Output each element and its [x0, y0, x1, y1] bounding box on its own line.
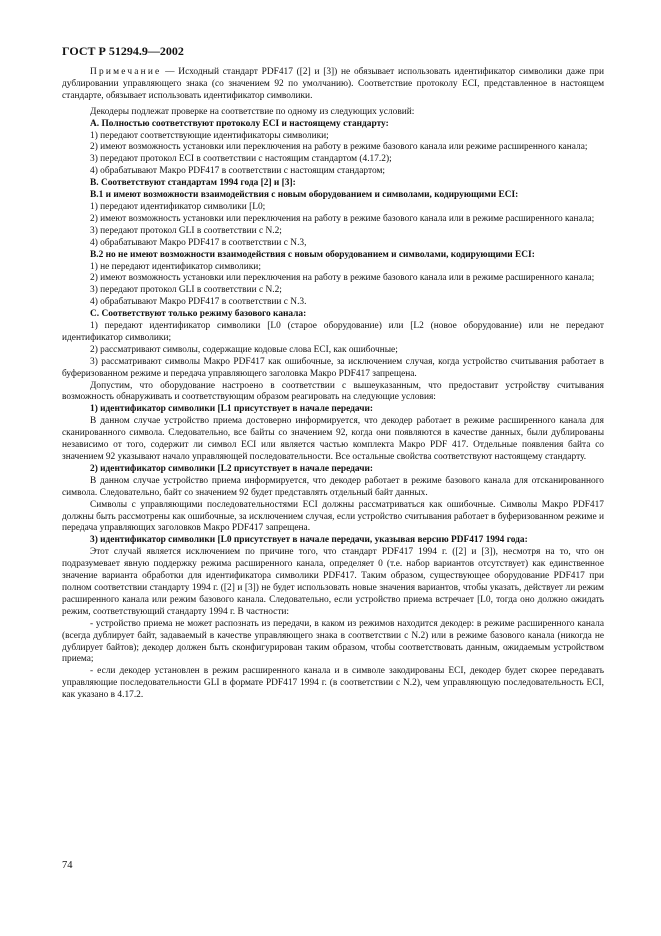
body-paragraph: В данном случае устройство приема информируется, что декодер работает в режиме базового канала для отсканированного символа. Следовательно, байт со значением 92 будет представлять отдельный байт данных.	[62, 475, 604, 498]
section-heading: В. Соответствуют стандартам 1994 года [2] и [3]:	[90, 178, 296, 189]
page-header-standard-id: ГОСТ Р 51294.9—2002	[62, 44, 184, 58]
body-paragraph: Этот случай является исключением по причине того, что стандарт PDF417 1994 г. ([2] и [3]), несмотря на то, что он подразумевает явную поддержку режима расширенного канала, определяет 0 (т.е. набор вариантов отсутствует) как единственное значение варианта обработки для идентификатора символики PDF417. Таким образом, существующее оборудование PDF417 при полном соответствии стандарту 1994 г. ([2] и [3]) не будет использовать новые значения вариантов, чтобы указать, действует ли режим расширенного канала или режим базового канала. Следовательно, если устройство приема встречает [L0, тогда оно должно ожидать режим, соответствующий стандарту 1994 г. В частности:	[62, 547, 604, 617]
body-paragraph: 4) обрабатывают Макро PDF417 в соответствии с N.3,	[90, 237, 307, 248]
body-paragraph: 3) передают протокол ECI в соответствии с настоящим стандартом (4.17.2);	[90, 154, 392, 165]
body-paragraph: 2) имеют возможность установки или переключения на работу в режиме базового канала или режиме расширенного канала;	[90, 142, 588, 153]
body-paragraph: 3) передают протокол GLI в соответствии с N.2;	[90, 225, 282, 236]
body-paragraph: 2) имеют возможность установки или переключения на работу в режиме базового канала или в режиме расширенного канала;	[90, 273, 595, 284]
body-paragraph: 1) не передают идентификатор символики;	[90, 261, 261, 272]
note-label: Примечание	[90, 67, 162, 77]
section-heading: А. Полностью соответствуют протоколу ECI и настоящему стандарту:	[90, 118, 389, 129]
body-paragraph: 1) передают идентификатор символики [L0;	[90, 201, 266, 212]
body-paragraph: Допустим, что оборудование настроено в соответствии с вышеуказанным, что предоставит устройству считывания возможность обнаруживать и соответствующим образом реагировать на следующие условия:	[62, 380, 604, 403]
note-paragraph	[62, 67, 604, 103]
body-paragraph: 1) передают идентификатор символики [L0 (старое оборудование) или [L2 (новое оборудование) или не передают идентификатор символики;	[62, 321, 604, 343]
body-paragraph: 4) обрабатывают Макро PDF417 в соответствии с настоящим стандартом;	[90, 166, 386, 177]
section-heading: 3) идентификатор символики [L0 присутствует в начале передачи, указывая версию PDF417 1994 года:	[90, 535, 528, 546]
section-heading: 2) идентификатор символики [L2 присутствует в начале передачи:	[90, 463, 374, 474]
body-paragraph: Символы с управляющими последовательностями ECI должны рассматриваться как ошибочные. Символы Макро PDF417 должны быть рассмотрены как ошибочные, за исключением случая, если устройство считывания работает в буферизованном режиме и передача управляющих заголовков Макро PDF417 запрещена.	[62, 499, 604, 534]
body-paragraph: 1) передают соответствующие идентификаторы символики;	[90, 130, 329, 141]
body-paragraph: 4) обрабатывают Макро PDF417 в соответствии с N.3.	[90, 297, 307, 308]
body-paragraph: 2) имеют возможность установки или переключения на работу в режиме базового канала или в режиме расширенного канала;	[90, 213, 595, 224]
body-paragraph: - устройство приема не может распознать из передачи, в каком из режимов находится декодер: в режиме расширенного канала (всегда дублирует байт, задаваемый в качестве управляющего знака в соответствии с N.2) или в режиме базового канала (никогда не дублирует байтов); декодер должен быть сконфигурирован таким образом, чтобы соответствовать данным, ожидаемым устройством приема;	[62, 618, 604, 665]
body-paragraph: 3) рассматривают символы Макро PDF417 как ошибочные, за исключением случая, когда устройство считывания работает в буферизованном режиме и передача управляющего заголовка Макро PDF417 запрещена.	[62, 356, 604, 379]
body-paragraph: В данном случае устройство приема достоверно информируется, что декодер работает в режиме расширенного канала для сканированного символа. Следовательно, все байты со значением 92, когда они появляются в качестве данных, были дублированы независимо от того, содержит ли символ ECI или является частью комплекта Макро PDF 417. Отдельные появления байта со значением 92 указывают начало управляющей последовательности. Все остальные свойства соответствуют настоящему стандарту.	[62, 416, 604, 462]
note-text: — Исходный стандарт PDF417 ([2] и [3]) не обязывает использовать идентификатор символики даже при дублировании управляющего знака (со значением 92 по умолчанию). Соответствие протоколу ECI, представленное в настоящем стандарте, обязывает использовать идентификатор символики.	[62, 67, 604, 101]
body-paragraph: - если декодер установлен в режим расширенного канала и в символе закодированы ECI, декодер будет скорее передавать управляющие последовательности GLI в формате PDF417 1994 г. (в соответствии с N.2), чем управляющую последовательность ECI, как указано в 4.17.2.	[62, 666, 604, 701]
body-paragraph: Декодеры подлежат проверке на соответствие по одному из следующих условий:	[90, 106, 415, 117]
page-number: 74	[62, 860, 73, 871]
body-paragraph: 3) передают протокол GLI в соответствии с N.2;	[90, 285, 282, 296]
document-body	[62, 67, 604, 702]
paragraph-list	[62, 107, 604, 702]
section-heading: В.2 но не имеют возможности взаимодействия с новым оборудованием и символами, кодирующими ECI:	[90, 249, 535, 260]
section-heading: С. Соответствуют только режиму базового канала:	[90, 309, 307, 320]
section-heading: В.1 и имеют возможности взаимодействия с новым оборудованием и символами, кодирующими ECI:	[90, 190, 519, 201]
section-heading: 1) идентификатор символики [L1 присутствует в начале передачи:	[90, 404, 374, 415]
body-paragraph: 2) рассматривают символы, содержащие кодовые слова ECI, как ошибочные;	[90, 344, 398, 355]
